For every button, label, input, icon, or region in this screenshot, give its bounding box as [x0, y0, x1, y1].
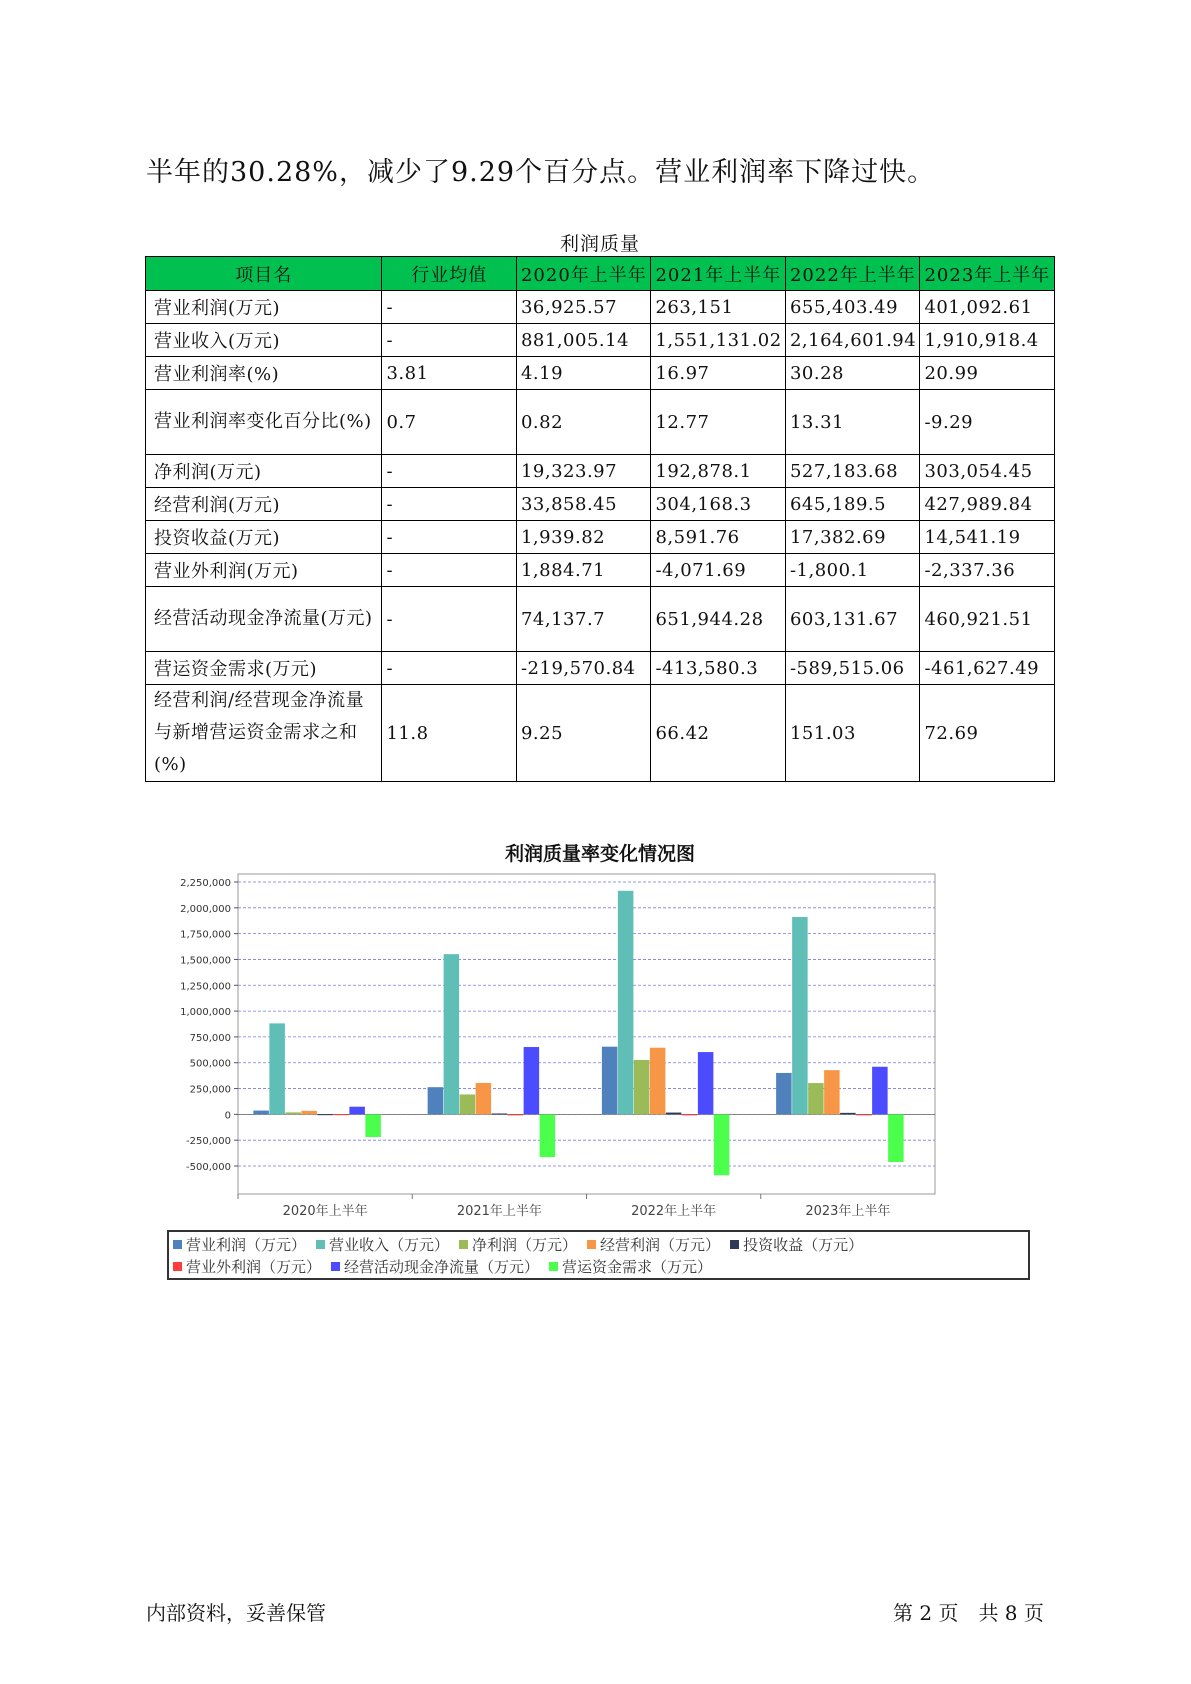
table-cell: 30.28 — [785, 357, 920, 390]
intro-paragraph: 半年的30.28%，减少了9.29个百分点。营业利润率下降过快。 — [146, 157, 936, 188]
table-cell: 11.8 — [382, 685, 517, 782]
legend-label: 营业外利润（万元） — [186, 1258, 322, 1276]
table-cell: 303,054.45 — [920, 455, 1055, 488]
table-row — [146, 521, 1055, 554]
y-tick-label: 0 — [224, 1110, 231, 1122]
legend-label: 经营活动现金净流量（万元） — [344, 1258, 540, 1276]
table-cell: -9.29 — [920, 390, 1055, 455]
table-cell: 9.25 — [516, 685, 651, 782]
legend-label: 营运资金需求（万元） — [562, 1258, 713, 1276]
table-cell: 1,551,131.02 — [651, 324, 786, 357]
y-tick-label: 1,750,000 — [180, 929, 231, 941]
legend-item — [730, 1234, 863, 1256]
legend-swatch — [730, 1240, 739, 1249]
row-label: 经营活动现金净流量(万元) — [146, 587, 382, 652]
legend-item — [549, 1256, 712, 1278]
x-tick-label: 2020年上半年 — [282, 1204, 368, 1219]
bar — [301, 1111, 317, 1114]
header-item-name: 项目名 — [146, 257, 382, 291]
bar — [492, 1113, 508, 1114]
x-tick-label: 2023年上半年 — [805, 1204, 891, 1219]
bar — [460, 1094, 476, 1114]
x-tick-label: 2021年上半年 — [456, 1204, 542, 1219]
table-cell: 72.69 — [920, 685, 1055, 782]
bar — [666, 1113, 682, 1115]
table-header-row — [146, 257, 1055, 291]
table-cell: 17,382.69 — [785, 521, 920, 554]
legend-label: 营业收入（万元） — [329, 1236, 450, 1254]
bar — [856, 1114, 872, 1115]
table-cell: 12.77 — [651, 390, 786, 455]
table-row — [146, 488, 1055, 521]
table-cell: 0.7 — [382, 390, 517, 455]
legend-swatch — [173, 1240, 182, 1249]
row-label: 经营利润/经营现金净流量与新增营运资金需求之和(%) — [146, 685, 382, 782]
table-cell: - — [382, 455, 517, 488]
bar — [524, 1047, 540, 1114]
table-cell: 151.03 — [785, 685, 920, 782]
table-cell: 304,168.3 — [651, 488, 786, 521]
y-tick-label: 750,000 — [189, 1032, 231, 1044]
table-cell: 427,989.84 — [920, 488, 1055, 521]
bar — [872, 1067, 888, 1115]
table-cell: - — [382, 587, 517, 652]
profit-quality-bar-chart — [160, 870, 950, 1230]
bar — [508, 1114, 524, 1115]
table-cell: 2,164,601.94 — [785, 324, 920, 357]
bar — [602, 1047, 618, 1115]
table-row — [146, 291, 1055, 324]
table-cell: 1,910,918.4 — [920, 324, 1055, 357]
chart-title: 利润质量率变化情况图 — [504, 843, 695, 865]
header-2023h1: 2023年上半年 — [920, 257, 1055, 291]
y-tick-label: 1,250,000 — [180, 981, 231, 993]
y-tick-label: -500,000 — [186, 1162, 231, 1173]
bar — [792, 917, 808, 1114]
table-cell: -4,071.69 — [651, 554, 786, 587]
table-cell: 19,323.97 — [516, 455, 651, 488]
table-cell: - — [382, 291, 517, 324]
header-2021h1: 2021年上半年 — [651, 257, 786, 291]
bar — [808, 1083, 824, 1114]
table-cell: 16.97 — [651, 357, 786, 390]
y-tick-label: 500,000 — [189, 1058, 231, 1070]
row-label: 营业外利润(万元) — [146, 554, 382, 587]
bar — [365, 1114, 381, 1137]
table-cell: -1,800.1 — [785, 554, 920, 587]
table-cell: 0.82 — [516, 390, 651, 455]
legend-swatch — [587, 1240, 596, 1249]
table-cell: 8,591.76 — [651, 521, 786, 554]
table-cell: 74,137.7 — [516, 587, 651, 652]
row-label: 营业利润(万元) — [146, 291, 382, 324]
y-tick-label: 2,250,000 — [180, 878, 231, 889]
table-cell: 655,403.49 — [785, 291, 920, 324]
row-label: 投资收益(万元) — [146, 521, 382, 554]
table-cell: 20.99 — [920, 357, 1055, 390]
bar — [840, 1113, 856, 1115]
bar — [285, 1112, 301, 1114]
table-cell: 263,151 — [651, 291, 786, 324]
table-cell: 603,131.67 — [785, 587, 920, 652]
table-cell: 1,939.82 — [516, 521, 651, 554]
table-cell: 401,092.61 — [920, 291, 1055, 324]
table-cell: - — [382, 554, 517, 587]
y-tick-label: -250,000 — [186, 1136, 231, 1148]
bar — [776, 1073, 792, 1114]
bar — [269, 1023, 285, 1114]
y-tick-label: 2,000,000 — [180, 903, 231, 915]
table-cell: 14,541.19 — [920, 521, 1055, 554]
table-cell: -2,337.36 — [920, 554, 1055, 587]
legend-label: 经营利润（万元） — [600, 1236, 721, 1254]
legend-item — [173, 1256, 321, 1278]
bar — [444, 954, 460, 1114]
bar — [333, 1114, 349, 1115]
bar — [253, 1111, 269, 1115]
legend-swatch — [316, 1240, 325, 1249]
header-2020h1: 2020年上半年 — [516, 257, 651, 291]
row-label: 营业利润率(%) — [146, 357, 382, 390]
legend-item — [316, 1234, 449, 1256]
bar — [714, 1114, 730, 1175]
header-2022h1: 2022年上半年 — [785, 257, 920, 291]
bar — [540, 1114, 556, 1157]
table-cell: 66.42 — [651, 685, 786, 782]
legend-label: 投资收益（万元） — [743, 1236, 864, 1254]
table-row — [146, 390, 1055, 455]
table-cell: 13.31 — [785, 390, 920, 455]
legend-swatch — [173, 1262, 182, 1271]
legend-item — [331, 1256, 539, 1278]
plot-area — [238, 874, 935, 1194]
y-tick-label: 250,000 — [189, 1084, 231, 1096]
bar — [698, 1052, 714, 1114]
table-cell: 460,921.51 — [920, 587, 1055, 652]
legend-label: 营业利润（万元） — [186, 1236, 307, 1254]
legend-swatch — [331, 1262, 340, 1271]
row-label: 营业利润率变化百分比(%) — [146, 390, 382, 455]
header-industry-average: 行业均值 — [382, 257, 517, 291]
row-label: 净利润(万元) — [146, 455, 382, 488]
table-row — [146, 587, 1055, 652]
bar — [888, 1114, 904, 1162]
row-label: 营业收入(万元) — [146, 324, 382, 357]
legend-label: 净利润（万元） — [472, 1236, 578, 1254]
bar — [634, 1060, 650, 1114]
bar — [682, 1114, 698, 1115]
legend-item — [459, 1234, 577, 1256]
y-tick-label: 1,500,000 — [180, 955, 231, 967]
chart-legend — [167, 1230, 1030, 1280]
row-label: 营运资金需求(万元) — [146, 652, 382, 685]
table-cell: 527,183.68 — [785, 455, 920, 488]
table-cell: 192,878.1 — [651, 455, 786, 488]
bar — [824, 1070, 840, 1114]
table-row — [146, 685, 1055, 782]
y-tick-label: 1,000,000 — [180, 1007, 231, 1019]
footer-page-number: 第 2 页 共 8 页 — [893, 1601, 1044, 1625]
x-tick-label: 2022年上半年 — [631, 1204, 717, 1219]
table-cell: 1,884.71 — [516, 554, 651, 587]
table-cell: - — [382, 521, 517, 554]
row-label: 经营利润(万元) — [146, 488, 382, 521]
table-cell: 651,944.28 — [651, 587, 786, 652]
legend-item — [173, 1234, 306, 1256]
table-row — [146, 554, 1055, 587]
profit-quality-table — [145, 256, 1055, 782]
footer-confidential-note: 内部资料，妥善保管 — [146, 1601, 326, 1625]
bar — [476, 1083, 492, 1114]
table-cell: 881,005.14 — [516, 324, 651, 357]
bar — [349, 1107, 365, 1115]
table-cell: -461,627.49 — [920, 652, 1055, 685]
legend-swatch — [549, 1262, 558, 1271]
table-row — [146, 357, 1055, 390]
table-cell: -219,570.84 — [516, 652, 651, 685]
table-cell: 3.81 — [382, 357, 517, 390]
table-cell: - — [382, 652, 517, 685]
bar — [618, 891, 634, 1115]
table-row — [146, 455, 1055, 488]
table-cell: 645,189.5 — [785, 488, 920, 521]
table-cell: - — [382, 324, 517, 357]
table-cell: 36,925.57 — [516, 291, 651, 324]
table-cell: 33,858.45 — [516, 488, 651, 521]
table-cell: -589,515.06 — [785, 652, 920, 685]
legend-swatch — [459, 1240, 468, 1249]
bar — [650, 1048, 666, 1115]
table-row — [146, 324, 1055, 357]
table-cell: - — [382, 488, 517, 521]
table-cell: -413,580.3 — [651, 652, 786, 685]
legend-item — [587, 1234, 720, 1256]
bar — [317, 1114, 333, 1115]
table-caption: 利润质量 — [559, 233, 640, 255]
table-cell: 4.19 — [516, 357, 651, 390]
table-row — [146, 652, 1055, 685]
bar — [428, 1087, 444, 1114]
